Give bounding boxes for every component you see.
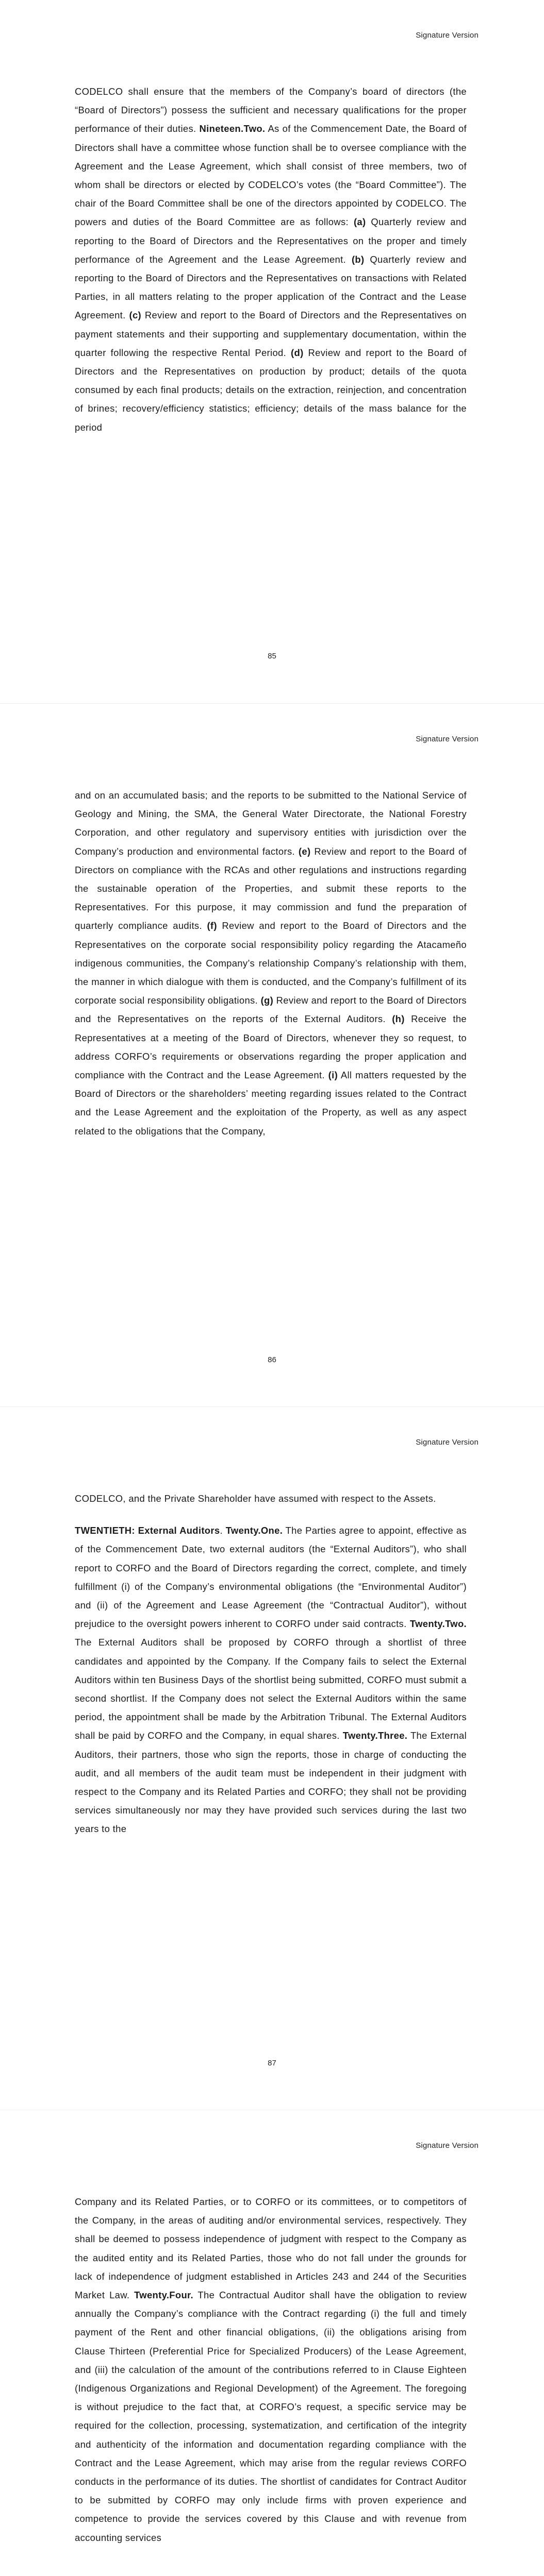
text-run: As of the Commencement Date, the Board of Directors shall have a committee whose function shall be to oversee compliance with the Agreement and the Lease Agreement, which shall consist of three members, two of whom shall be directors or elected by CODELCO’s votes (the “Board Committee”). The chair of the Board Committee shall be one of the directors appointed by CODELCO. The powers and duties of the Board Committee are as follows: [75,123,467,228]
text-run: Quarterly review and reporting to the Board of Directors and the Representatives on transactions with Related Parties, in all matters relating to the proper application of the Contract and the Lease Agreement. [75,253,467,321]
page-header: Signature Version [416,31,479,40]
text-run: Review and report to the Board of Directors and the Representatives on the corporate social responsibility policy regarding the Atacameño indigenous communities, the Company’s relationship Company’s relationship with them, the manner in which dialogue with them is conducted, and the Company’s fulfillment of its corporate social responsibility obligations. [75,920,467,1006]
document-page [0,1406,544,2110]
bold-run: (c) [129,310,142,321]
bold-run: (g) [260,995,274,1006]
text-run: Quarterly review and reporting to the Board of Directors and the Representatives on the proper and timely performance of the Agreement and the Lease Agreement. [75,216,467,265]
text-run: CODELCO shall ensure that the members of the Company’s board of directors (the “Board of Directors”) possess the sufficient and necessary qualifications for the proper performance of their duties. [75,86,467,134]
text-run: Review and report to the Board of Directors and the Representatives on the reports of the External Auditors. [75,995,467,1025]
text-run: Review and report to the Board of Directors on compliance with the RCAs and other regulations and instructions regarding the sustainable operation of the Properties, and submit these reports to the Representatives. For this purpose, it may commission and fund the preparation of quarterly compliance audits. [75,845,467,931]
page-number: 85 [268,652,276,660]
bold-run: (h) [392,1013,405,1025]
page-body [75,2193,467,2547]
page-number: 87 [268,2059,276,2067]
paragraph [75,2193,467,2547]
bold-run: Twenty.Two. [409,1618,467,1630]
text-run: Company and its Related Parties, or to CORFO or its committees, or to competitors of the Company, in the areas of auditing and/or environmental services, respectively. They shall be deemed to possess independence of judgment with respect to the Company as the audited entity and its Related Parties, those who do not fall under the grounds for lack of independence of judgment established in Articles 243 and 244 of the Securities Market Law. [75,2196,467,2301]
bold-run: Twenty.Three. [342,1730,408,1741]
bold-run: (b) [351,253,365,265]
text-run: and on an accumulated basis; and the reports to be submitted to the National Service of Geology and Mining, the SMA, the General Water Directorate, the National Forestry Corporation, and other regulatory and supervisory entities with jurisdiction over the Company’s production and environmental factors. [75,790,467,857]
bold-run: Twenty.One. [225,1525,283,1536]
paragraph [75,1489,467,1508]
text-run: Review and report to the Board of Directors and the Representatives on production by product; details of the quota consumed by each final products; details on the extraction, reinjection, and concentration of brines; recovery/efficiency statistics; efficiency; details of the mass balance for the period [75,347,467,433]
text-run: CODELCO, and the Private Shareholder have assumed with respect to the Assets. [75,1493,436,1504]
text-run: The External Auditors, their partners, those who sign the reports, those in charge of conducting the audit, and all members of the audit team must be independent in their judgment with respect to the Company and its Related Parties and CORFO; they shall not be providing services simultaneously nor may they have provided such services during the last two years to the [75,1730,467,1835]
page-body [75,786,467,1141]
page-body [75,82,467,437]
bold-run: (a) [353,216,366,228]
text-run: The External Auditors shall be proposed by CORFO through a shortlist of three candidates and appointed by the Company. If the Company fails to select the External Auditors within ten Business Days of the shortlist being submitted, CORFO must submit a second shortlist. If the Company does not select the External Auditors within the same period, the appointment shall be made by the Arbitration Tribunal. The External Auditors shall be paid by CORFO and the Company, in equal shares. [75,1637,467,1741]
bold-run: TWENTIETH: External Auditors [75,1525,220,1536]
text-run: The Parties agree to appoint, effective as of the Commencement Date, two external auditors (the “External Auditors”), who shall report to CORFO and the Board of Directors regarding the correct, complete, and timely fulfillment (i) of the Company’s environmental obligations (the “Environmental Auditor”) and (ii) of the Agreement and Lease Agreement (the “Contractual Auditor”), without prejudice to the oversight powers inherent to CORFO under said contracts. [75,1525,467,1630]
page-header: Signature Version [416,2141,479,2150]
text-run: The Contractual Auditor shall have the obligation to review annually the Company’s compliance with the Contract regarding (i) the full and timely payment of the Rent and other financial obligations, (ii) the obligations arising from Clause Thirteen (Preferential Price for Specialized Producers) of the Lease Agreement, and (iii) the calculation of the amount of the contributions referred to in Clause Eighteen (Indigenous Organizations and Regional Development) of the Agreement. The foregoing is without prejudice to the fact that, at CORFO’s request, a specific service may be required for the collection, processing, systematization, and certification of the integrity and authenticity of the information and documentation regarding compliance with the Contract and the Lease Agreement, which may arise from the regular reviews CORFO conducts in the performance of its duties. The shortlist of candidates for Contract Auditor to be submitted by CORFO may only include firms with proven experience and competence to provide the services covered by this Clause and with revenue from accounting services [75,2290,467,2543]
bold-run: (d) [291,347,304,358]
bold-run: (i) [328,1070,338,1081]
bold-run: (f) [207,920,217,931]
document-page [0,703,544,1407]
bold-run: Nineteen.Two. [199,123,266,134]
document-page [0,0,544,703]
paragraph [75,786,467,1141]
bold-run: (e) [298,845,311,857]
text-run: All matters requested by the Board of Directors or the shareholders’ meeting regarding issues related to the Contract and the Lease Agreement and the exploitation of the Property, as well as any aspect related to the obligations that the Company, [75,1070,467,1137]
page-header: Signature Version [416,1438,479,1447]
page-header: Signature Version [416,735,479,743]
page-number: 86 [268,1355,276,1364]
paragraph [75,1521,467,1838]
document-page [0,2110,544,2576]
text-run: . [220,1525,226,1536]
bold-run: Twenty.Four. [134,2290,193,2301]
paragraph [75,82,467,437]
text-run: Receive the Representatives at a meeting of the Board of Directors, whenever they so request, to address CORFO’s requirements or observations regarding the proper application and compliance with the Contract and the Lease Agreement. [75,1013,467,1081]
page-body [75,1489,467,1839]
text-run: Review and report to the Board of Directors and the Representatives on payment statements and their supporting and supplementary documentation, within the quarter following the respective Rental Period. [75,310,467,358]
